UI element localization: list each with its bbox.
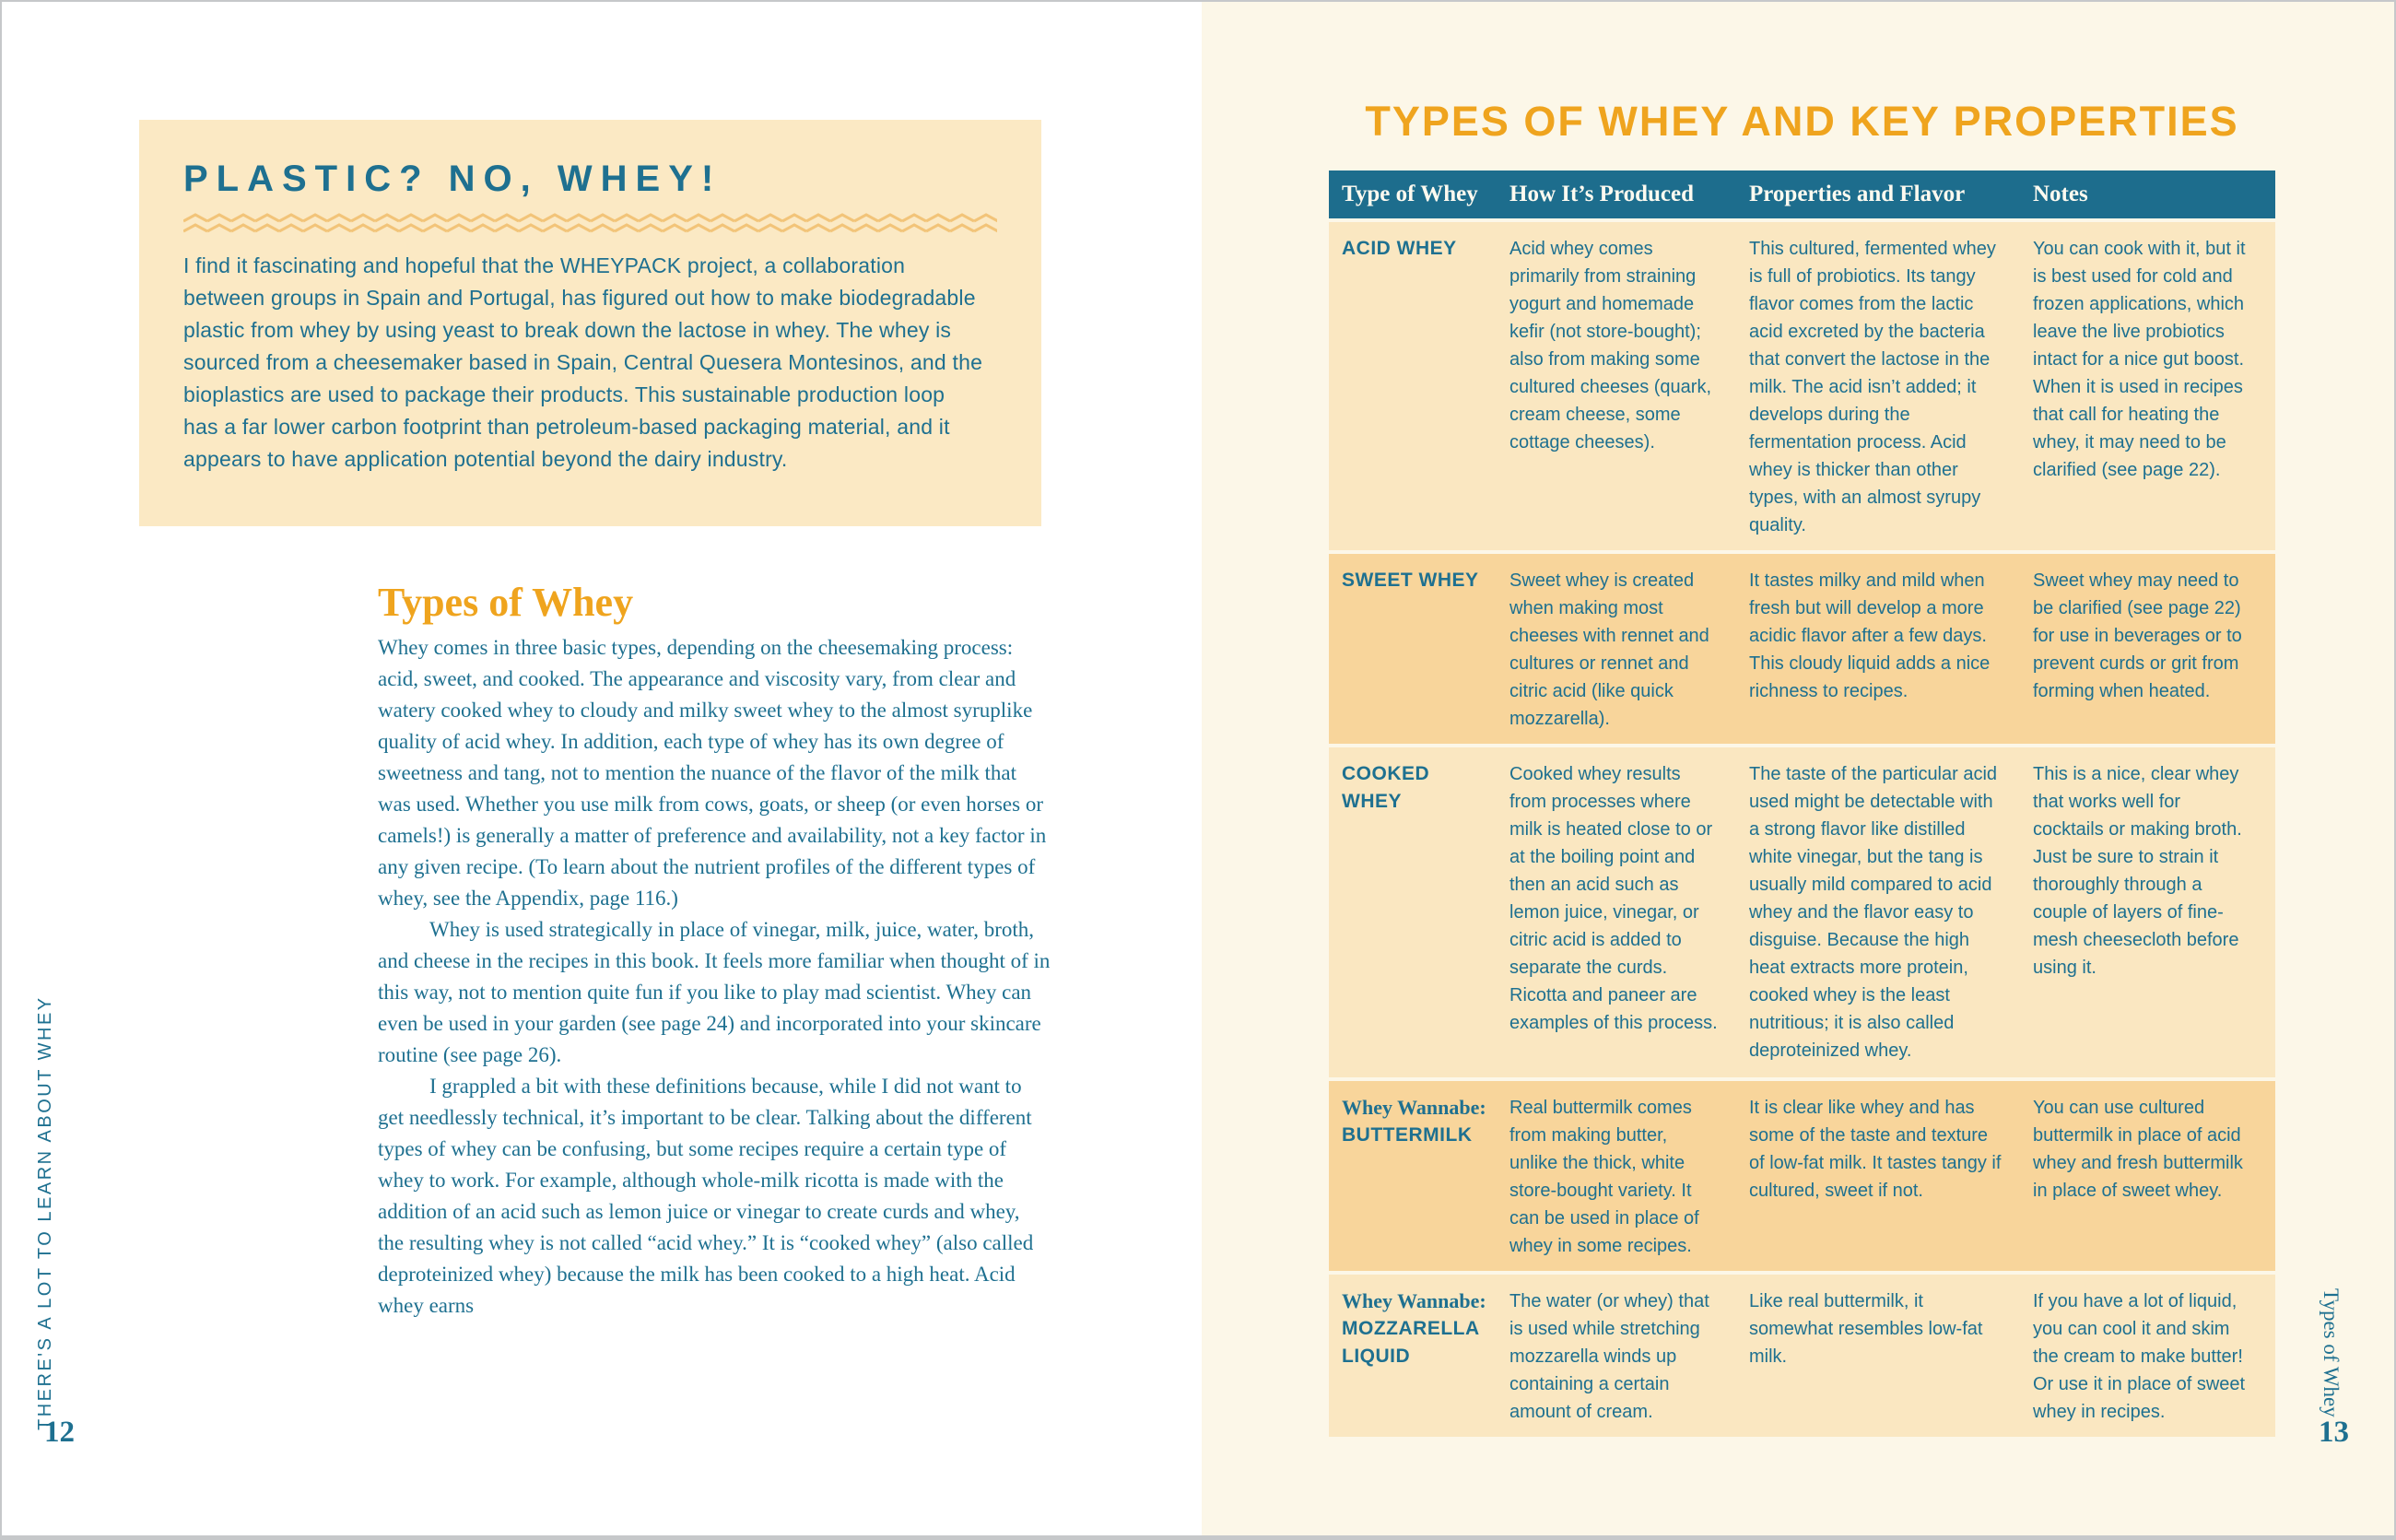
body-paragraph: I grappled a bit with these definitions because, while I did not want to get needlessly technical, it’s important to be clear. Talking about the different types of whey can be confusing, but some recipes require a certain type of whey to work. For example, although whole-milk ricotta is made with the addition of an acid such as lemon juice or vinegar to create curds and whey, the resulting whey is not called “acid whey.” It is “cooked whey” (also called deproteinized whey) because the milk has been cooked to a high heat. Acid whey earns bbox=[378, 1075, 1034, 1317]
callout-title: PLASTIC? NO, WHEY! bbox=[183, 159, 722, 199]
chapter-running-label: THERE'S A LOT TO LEARN ABOUT WHEY bbox=[35, 995, 55, 1430]
cell-notes: Sweet whey may need to be clarified (see page 22) for use in beverages or to prevent curds or grit from forming when heated. bbox=[2033, 570, 2242, 701]
cell-whey-type bbox=[1329, 222, 1502, 550]
table-row bbox=[1329, 1081, 2275, 1271]
table-body bbox=[1329, 222, 2275, 1437]
cell-how-produced: Acid whey comes primarily from straining yogurt and homemade kefir (not store-bought); also from making some cultured cheeses (quark, cream cheese, some cottage cheeses). bbox=[1509, 239, 1712, 453]
whey-type-name: BUTTERMILK bbox=[1342, 1124, 1473, 1146]
cell-notes: If you have a lot of liquid, you can cool it and skim the cream to make butter! Or use it in place of sweet whey in recipes. bbox=[2033, 1291, 2246, 1422]
page-number-right: 13 bbox=[2319, 1416, 2349, 1449]
cell-properties-flavor: It is clear like whey and has some of the taste and texture of low-fat milk. It tastes tangy if cultured, sweet if not. bbox=[1749, 1098, 2002, 1201]
cell-whey-type bbox=[1329, 747, 1502, 1077]
cell-notes: You can cook with it, but it is best used for cold and frozen applications, which leave the live probiotics intact for a nice gut boost. When it is used in recipes that call for heating the whey, it may need to be clarified (see page 22). bbox=[2033, 239, 2246, 480]
cell-notes: You can use cultured buttermilk in place of acid whey and fresh buttermilk in place of sweet whey. bbox=[2033, 1098, 2243, 1201]
callout-box bbox=[139, 120, 1041, 526]
table-title: TYPES OF WHEY AND KEY PROPERTIES bbox=[1365, 98, 2239, 145]
table-row bbox=[1329, 1275, 2275, 1437]
column-header-produced: How It’s Produced bbox=[1509, 182, 1694, 206]
callout-body: I find it fascinating and hopeful that the WHEYPACK project, a collaboration between groups in Spain and Portugal, has figured out how to make biodegradable plastic from whey by using yeast to break down the lactose in whey. The whey is sourced from a cheesemaker based in Spain, Central Quesera Montesinos, and the bioplastics are used to package their products. This sustainable production loop has a far lower carbon footprint than petroleum-based packaging material, and it appears to have application potential beyond the dairy industry. bbox=[183, 253, 983, 471]
cell-how-produced: The water (or whey) that is used while stretching mozzarella winds up containing a certain amount of cream. bbox=[1509, 1291, 1709, 1422]
column-header-type: Type of Whey bbox=[1342, 182, 1478, 206]
cell-how-produced: Sweet whey is created when making most cheeses with rennet and cultures or rennet and citric acid (like quick mozzarella). bbox=[1509, 570, 1709, 729]
cell-whey-type bbox=[1329, 1275, 1502, 1437]
cell-how-produced: Cooked whey results from processes where milk is heated close to or at the boiling point and then an acid such as lemon juice, vinegar, or citric acid is added to separate the curds. Ricotta and paneer are examples of this process. bbox=[1509, 764, 1718, 1033]
body-paragraph: Whey is used strategically in place of vinegar, milk, juice, water, broth, and cheese in the recipes in this book. It feels more familiar when thought of in this way, not to mention quite fun if you like to play mad scientist. Whey can even be used in your garden (see page 24) and incorporated into your skincare routine (see page 26). bbox=[378, 918, 1051, 1066]
right-page bbox=[1202, 2, 2396, 1535]
cell-properties-flavor: Like real buttermilk, it somewhat resembles low-fat milk. bbox=[1749, 1291, 1983, 1367]
section-running-label: Types of Whey bbox=[2320, 1288, 2343, 1417]
whey-type-name: SWEET WHEY bbox=[1342, 570, 1479, 591]
left-page bbox=[2, 2, 1202, 1535]
cell-whey-type bbox=[1329, 554, 1502, 744]
cell-properties-flavor: It tastes milky and mild when fresh but will develop a more acidic flavor after a few days. This cloudy liquid adds a nice richness to recipes. bbox=[1749, 570, 1991, 701]
zigzag-divider bbox=[183, 213, 997, 235]
cell-properties-flavor: This cultured, fermented whey is full of probiotics. Its tangy flavor comes from the lactic acid excreted by the bacteria that convert the lactose in the milk. The acid isn’t added; it develops during the fermentation process. Acid whey is thicker than other types, with an almost syrupy quality. bbox=[1749, 239, 1996, 535]
page-number-left: 12 bbox=[44, 1416, 75, 1449]
column-header-properties: Properties and Flavor bbox=[1749, 182, 1966, 206]
whey-wannabe-prefix: Whey Wannabe: bbox=[1342, 1289, 1486, 1312]
whey-wannabe-prefix: Whey Wannabe: bbox=[1342, 1096, 1486, 1119]
cell-how-produced: Real buttermilk comes from making butter, unlike the thick, white store-bought variety. It can be used in place of whey in some recipes. bbox=[1509, 1098, 1699, 1256]
whey-types-table bbox=[1329, 170, 2275, 1437]
whey-type-name: COOKED WHEY bbox=[1342, 763, 1430, 812]
body-paragraph: Whey comes in three basic types, depending on the cheesemaking process: acid, sweet, and cooked. The appearance and viscosity vary, from clear and watery cooked whey to cloudy and milky sweet whey to the almost syruplike quality of acid whey. In addition, each type of whey has its own degree of sweetness and tang, not to mention the nuance of the flavor of the milk that was used. Whether you use milk from cows, goats, or sheep (or even horses or camels!) is generally a matter of preference and availability, not a key factor in any given recipe. (To learn about the nutrient profiles of the different types of whey, see the Appendix, page 116.) bbox=[378, 636, 1047, 910]
table-row bbox=[1329, 747, 2275, 1077]
section-heading: Types of Whey bbox=[378, 580, 634, 625]
table-row bbox=[1329, 554, 2275, 744]
column-header-notes: Notes bbox=[2033, 182, 2088, 206]
cell-properties-flavor: The taste of the particular acid used might be detectable with a strong flavor like distilled white vinegar, but the tang is usually mild compared to acid whey and the flavor easy to disguise. Because the high heat extracts more protein, cooked whey is the least nutritious; it is also called deproteinized whey. bbox=[1749, 764, 1998, 1061]
cell-whey-type bbox=[1329, 1081, 1502, 1271]
whey-type-name: ACID WHEY bbox=[1342, 238, 1457, 259]
table-header-row bbox=[1329, 170, 2275, 218]
table-row bbox=[1329, 222, 2275, 550]
whey-type-name: MOZZARELLA LIQUID bbox=[1342, 1318, 1479, 1367]
cell-notes: This is a nice, clear whey that works well for cocktails or making broth. Just be sure to strain it thoroughly through a couple of layers of fine-mesh cheesecloth before using it. bbox=[2033, 764, 2242, 978]
body-text bbox=[378, 632, 1051, 1322]
